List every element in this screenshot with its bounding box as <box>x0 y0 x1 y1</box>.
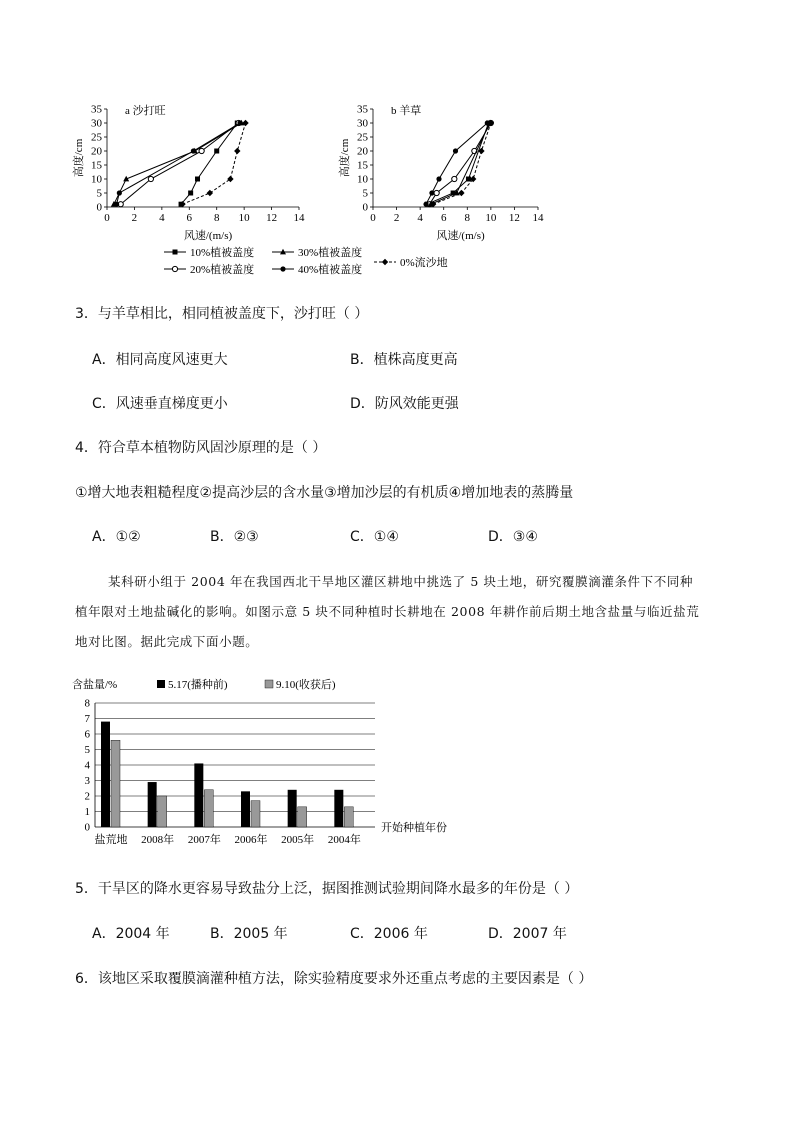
x-tick-label: 8 <box>213 212 220 224</box>
legend-label: 5.17(播种前) <box>168 679 228 691</box>
q5-option-d[interactable]: D．2007 年 <box>488 926 567 942</box>
q4-option-d[interactable]: D．③④ <box>488 529 538 545</box>
passage-line-1: 某科研小组于 2004 年在我国西北干旱地区灌区耕地中挑选了 5 块土地，研究覆膜滴灌条件下不同种 <box>108 574 694 589</box>
y-tick-label: 10 <box>91 173 102 186</box>
y-tick-label: 25 <box>91 131 102 144</box>
y-tick-label: 15 <box>357 159 368 172</box>
q3-option-d[interactable]: D．防风效能更强 <box>350 396 459 412</box>
legend-marker <box>173 250 178 255</box>
y-axis-label: 含盐量/% <box>72 679 118 691</box>
legend-label: 10%植被盖度 <box>190 247 255 259</box>
data-point <box>453 148 458 153</box>
q3-stem: 3．与羊草相比，相同植被盖度下，沙打旺（ ） <box>75 306 369 322</box>
wind-profile-figure <box>60 96 580 281</box>
chart-a-shadawang <box>71 103 305 242</box>
data-point <box>237 120 242 125</box>
passage-line-2: 植年限对土地盐碱化的影响。如图示意 5 块不同种植时长耕地在 2008 年耕作前后期土地含盐量与临近盐荒 <box>75 604 700 619</box>
bar <box>334 790 343 827</box>
legend-marker <box>382 259 388 265</box>
y-tick-label: 30 <box>357 117 368 130</box>
q5-option-c[interactable]: C．2006 年 <box>350 926 428 942</box>
q4-option-c[interactable]: C．①④ <box>350 529 399 545</box>
y-tick-label: 5 <box>362 187 368 200</box>
bar <box>298 807 307 827</box>
legend-marker <box>280 266 285 271</box>
x-tick-label: 12 <box>508 212 520 224</box>
x-tick-label: 6 <box>186 212 193 224</box>
bar <box>251 801 260 827</box>
legend-label: 40%植被盖度 <box>298 264 363 276</box>
x-tick-label: 10 <box>485 212 497 224</box>
figure1-legend <box>164 245 448 276</box>
x-tick-label: 0 <box>370 212 376 224</box>
x-tick-label: 8 <box>464 212 471 224</box>
legend-label: 30%植被盖度 <box>298 247 363 259</box>
bar <box>111 740 120 827</box>
data-point <box>188 191 193 196</box>
chart-b-yangcao <box>337 103 544 242</box>
x-tick-label: 6 <box>440 212 447 224</box>
q4-option-b[interactable]: B．②③ <box>210 529 259 545</box>
x-tick-label: 0 <box>104 212 110 224</box>
bar <box>241 791 250 827</box>
legend-marker <box>172 266 177 271</box>
data-point <box>452 176 457 181</box>
x-tick-label: 4 <box>159 212 165 224</box>
y-tick-label: 4 <box>84 759 90 772</box>
x-tick-label: 2 <box>393 212 400 224</box>
data-point <box>436 176 441 181</box>
bar <box>158 796 167 827</box>
x-tick-label: 2007年 <box>187 834 221 846</box>
data-point <box>191 148 196 153</box>
data-point <box>429 190 434 195</box>
y-tick-label: 6 <box>84 728 90 741</box>
y-tick-label: 0 <box>362 201 368 214</box>
data-point <box>423 202 428 207</box>
y-tick-label: 15 <box>91 159 102 172</box>
bar <box>194 763 203 827</box>
q3-option-a[interactable]: A．相同高度风速更大 <box>92 352 228 368</box>
data-point <box>199 148 204 153</box>
y-tick-label: 0 <box>84 821 90 834</box>
x-tick-label: 2008年 <box>141 834 175 846</box>
data-point <box>117 190 122 195</box>
y-tick-label: 7 <box>84 713 90 725</box>
x-axis-label: 风速/(m/s) <box>436 230 485 242</box>
x-tick-label: 2005年 <box>281 834 315 846</box>
x-axis-label: 开始种植年份 <box>381 822 447 834</box>
legend-swatch <box>265 680 273 688</box>
x-tick-label: 14 <box>532 212 544 224</box>
q5-option-b[interactable]: B．2005 年 <box>210 926 288 942</box>
bar <box>344 807 353 827</box>
q3-option-c[interactable]: C．风速垂直梯度更小 <box>92 396 228 412</box>
x-tick-label: 10 <box>238 212 250 224</box>
y-tick-label: 0 <box>96 201 102 214</box>
y-tick-label: 10 <box>357 173 368 186</box>
passage-line-3: 地对比图。据此完成下面小题。 <box>75 634 259 649</box>
legend-label: 9.10(收获后) <box>276 679 336 691</box>
x-tick-label: 14 <box>293 212 305 224</box>
salt-content-bar-chart <box>70 672 490 857</box>
data-point <box>234 148 240 154</box>
bar <box>101 722 110 827</box>
y-axis-label: 高度/cm <box>73 138 85 178</box>
y-tick-label: 8 <box>84 697 90 710</box>
y-tick-label: 30 <box>91 117 102 130</box>
bar <box>204 790 213 827</box>
x-tick-label: 盐荒地 <box>94 834 128 846</box>
q5-option-a[interactable]: A．2004 年 <box>92 926 170 942</box>
y-tick-label: 25 <box>357 131 368 144</box>
q4-option-a[interactable]: A．①② <box>92 529 141 545</box>
y-tick-label: 20 <box>357 145 368 158</box>
bar <box>148 782 157 827</box>
q4-stem: 4．符合草本植物防风固沙原理的是（ ） <box>75 440 327 456</box>
bar <box>288 790 297 827</box>
y-tick-label: 5 <box>84 744 90 756</box>
q3-option-b[interactable]: B．植株高度更高 <box>350 352 458 368</box>
legend-swatch <box>157 680 165 688</box>
x-tick-label: 4 <box>417 212 423 224</box>
chart-title: a 沙打旺 <box>125 105 166 117</box>
x-axis-label: 风速/(m/s) <box>183 230 233 242</box>
y-tick-label: 3 <box>84 775 90 787</box>
x-tick-label: 12 <box>266 212 278 224</box>
y-tick-label: 2 <box>84 790 90 803</box>
q4-items: ①增大地表粗糙程度②提高沙层的含水量③增加沙层的有机质④增加地表的蒸腾量 <box>75 485 574 501</box>
q5-stem: 5．干旱区的降水更容易导致盐分上泛，据图推测试验期间降水最多的年份是（ ） <box>75 881 579 897</box>
data-point <box>114 202 119 207</box>
q6-stem: 6．该地区采取覆膜滴灌种植方法，除实验精度要求外还重点考虑的主要因素是（ ） <box>75 971 593 987</box>
y-tick-label: 1 <box>84 806 90 818</box>
chart-title: b 羊草 <box>391 105 422 117</box>
y-tick-label: 20 <box>91 145 102 158</box>
x-tick-label: 2004年 <box>327 834 361 846</box>
data-point <box>148 176 153 181</box>
y-tick-label: 5 <box>96 187 102 200</box>
y-tick-label: 35 <box>91 103 102 116</box>
y-axis-label: 高度/cm <box>339 138 351 178</box>
legend-label: 0%流沙地 <box>400 257 448 269</box>
legend-label: 20%植被盖度 <box>190 264 255 276</box>
data-point <box>227 176 233 182</box>
y-tick-label: 35 <box>357 103 368 116</box>
data-point <box>434 190 439 195</box>
data-point <box>195 177 200 182</box>
x-tick-label: 2 <box>131 212 138 224</box>
x-tick-label: 2006年 <box>234 834 268 846</box>
data-point <box>214 149 219 154</box>
data-point <box>207 190 213 196</box>
